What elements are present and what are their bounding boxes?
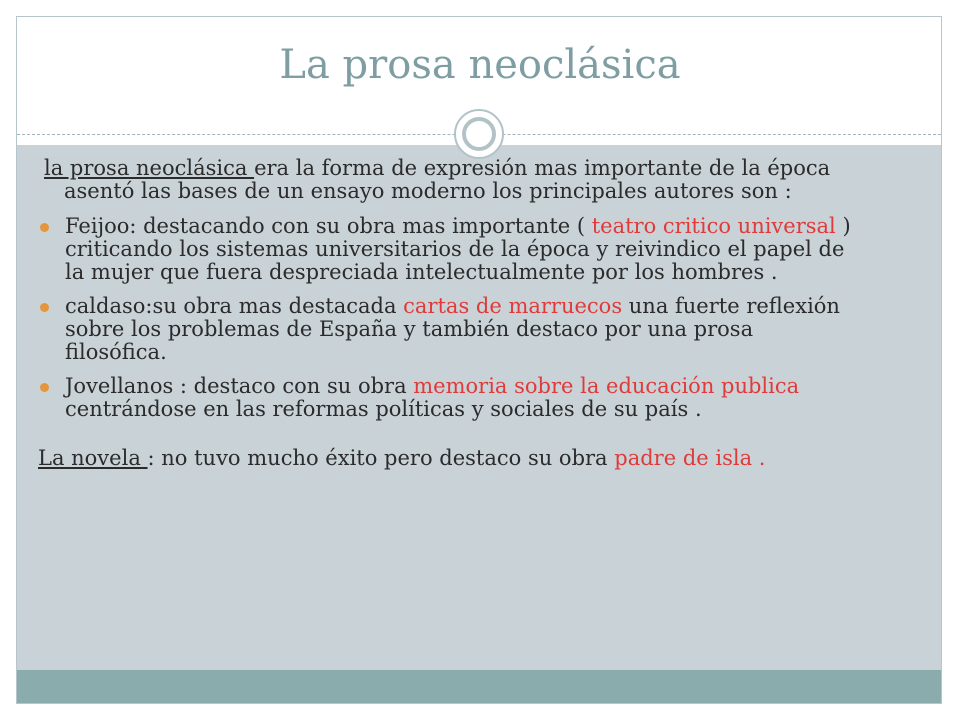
intro-text: era la forma de expresión mas importante de la época asentó las bases de un ensayo moderno los principales autores son : — [64, 156, 831, 203]
work-title: cartas de marruecos — [403, 294, 623, 318]
item-text: centrándose en las reformas políticas y sociales de su país . — [65, 397, 702, 421]
slide-content — [38, 157, 858, 491]
slide-title: La prosa neoclásica — [279, 42, 681, 88]
item-text: ) criticando los sistemas universitarios de la época y reivindico el papel de la mujer que fuera despreciada intelectualmente por los hombres . — [65, 214, 851, 284]
novela-underlined-term: La novela — [38, 446, 148, 470]
item-text: Jovellanos : destaco con su obra — [65, 374, 414, 398]
work-title: memoria sobre la educación publica — [413, 374, 800, 398]
bullet-icon — [40, 303, 49, 312]
list-item-caldaso — [38, 295, 858, 364]
item-text: una fuerte reflexión sobre los problemas de España y también destaco por una prosa filosófica. — [65, 294, 840, 364]
intro-paragraph — [38, 157, 858, 203]
novela-work-title: padre de isla . — [614, 446, 766, 470]
bullet-icon — [40, 383, 49, 392]
list-item-jovellanos — [38, 375, 858, 421]
circle-ornament-icon — [454, 109, 504, 159]
novela-paragraph — [38, 447, 858, 470]
footer-band — [17, 670, 941, 703]
work-title: teatro critico universal — [591, 214, 836, 238]
item-text: Feijoo: destacando con su obra mas importante ( — [65, 214, 592, 238]
novela-text: : no tuvo mucho éxito pero destaco su obra — [147, 446, 615, 470]
intro-underlined-term: la prosa neoclásica — [44, 156, 255, 180]
bullet-icon — [40, 223, 49, 232]
item-text: caldaso:su obra mas destacada — [65, 294, 404, 318]
author-list — [38, 215, 858, 421]
list-item-feijoo — [38, 215, 858, 284]
